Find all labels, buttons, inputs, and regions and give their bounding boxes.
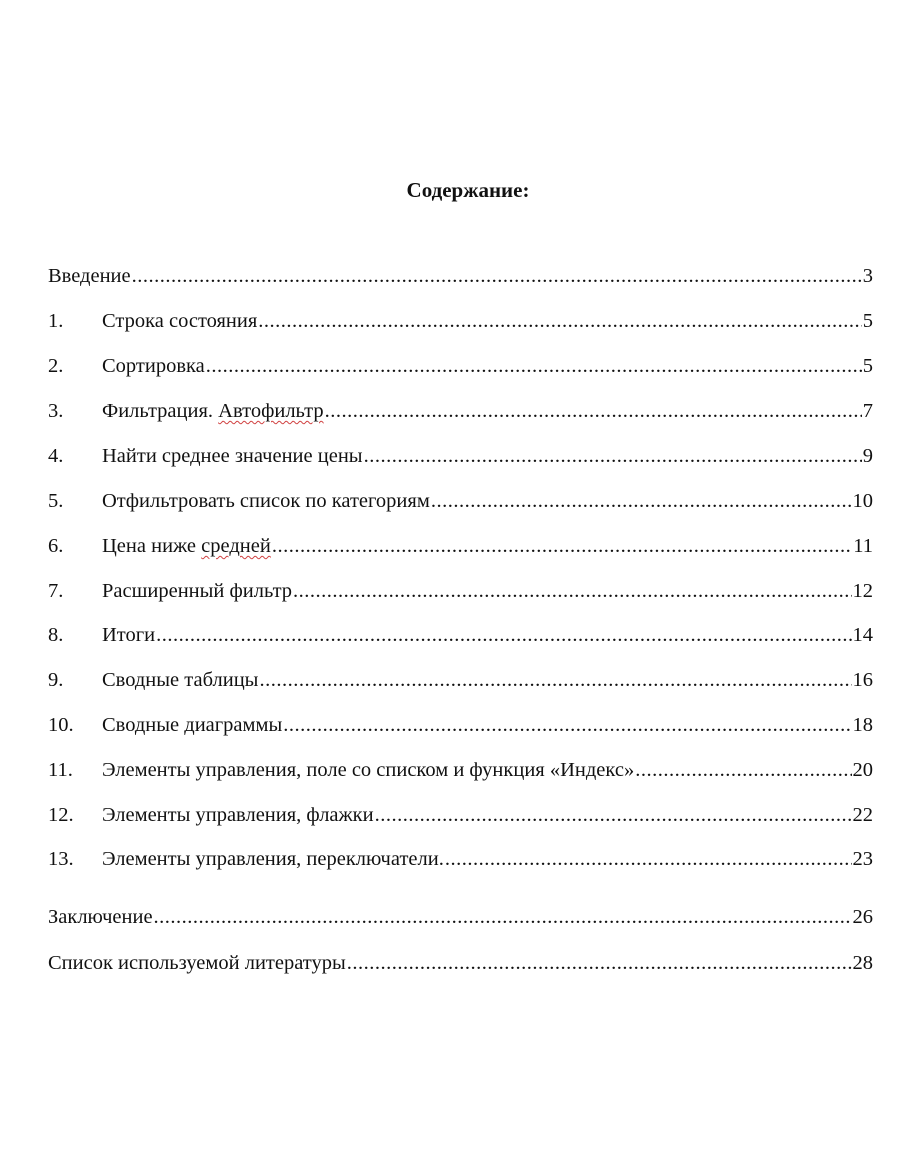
toc-entry-12 <box>48 800 873 830</box>
toc-entry-5 <box>48 486 873 516</box>
toc-entry-label-spellcheck: средней <box>201 535 271 557</box>
toc-entry-8 <box>48 620 873 650</box>
toc-leader-dots <box>283 710 851 740</box>
toc-leader-dots <box>206 351 862 381</box>
toc-entry-label: Сводные диаграммы <box>102 714 283 736</box>
toc-entry-page: 12 <box>852 580 873 602</box>
toc-entry-label: Заключение <box>48 906 153 928</box>
toc-entry-label: Отфильтровать список по категориям <box>102 490 430 512</box>
toc-entry-number: 5. <box>48 490 64 512</box>
toc-leader-dots <box>272 531 852 561</box>
toc-entry-number: 12. <box>48 804 74 826</box>
toc-entry-6 <box>48 531 873 561</box>
toc-leader-dots <box>347 948 852 978</box>
toc-leader-dots <box>431 486 852 516</box>
toc-entry-page: 7 <box>862 400 873 422</box>
toc-leader-dots <box>445 844 852 874</box>
toc-entry-number: 13. <box>48 848 74 870</box>
toc-entry-label-spellcheck: Автофильтр <box>218 400 324 422</box>
toc-entry-page: 20 <box>852 759 873 781</box>
toc-entry-4 <box>48 441 873 471</box>
toc-entry-page: 5 <box>862 310 873 332</box>
toc-entry-label: Введение <box>48 265 131 287</box>
toc-entry-number: 3. <box>48 400 64 422</box>
toc-leader-dots <box>258 306 861 336</box>
toc-entry-label: Строка состояния <box>102 310 258 332</box>
toc-entry-number: 11. <box>48 759 73 781</box>
toc-entry-introduction <box>48 261 873 291</box>
toc-entry-number: 1. <box>48 310 64 332</box>
toc-entry-10 <box>48 710 873 740</box>
toc-entry-page: 9 <box>862 445 873 467</box>
toc-entry-label-text: Фильтрация. <box>102 400 219 422</box>
toc-entry-label-text: Цена ниже <box>102 535 202 557</box>
toc-entry-9 <box>48 665 873 695</box>
toc-entry-label: Элементы управления, переключатели. <box>102 848 444 870</box>
toc-entry-label: Сортировка <box>102 355 205 377</box>
toc-entry-page: 3 <box>862 265 873 287</box>
toc-entry-page: 23 <box>852 848 873 870</box>
toc-entry-page: 16 <box>852 669 873 691</box>
toc-entry-page: 18 <box>852 714 873 736</box>
toc-leader-dots <box>259 665 851 695</box>
toc-entry-number: 7. <box>48 580 64 602</box>
toc-entry-label: Найти среднее значение цены <box>102 445 363 467</box>
toc-entry-13 <box>48 844 873 874</box>
toc-entry-3 <box>48 396 873 426</box>
toc-leader-dots <box>635 755 851 785</box>
toc-entry-label <box>102 396 324 426</box>
toc-entry-number: 6. <box>48 535 64 557</box>
toc-leader-dots <box>375 800 852 830</box>
toc-leader-dots <box>154 902 852 932</box>
toc-entry-label: Элементы управления, флажки <box>102 804 374 826</box>
toc-entry-page: 28 <box>852 952 873 974</box>
toc-entry-label: Сводные таблицы <box>102 669 259 691</box>
toc-entry-page: 11 <box>853 535 873 557</box>
toc-entry-page: 22 <box>852 804 873 826</box>
toc-entry-page: 14 <box>852 624 873 646</box>
toc-entry-conclusion <box>48 902 873 932</box>
toc-entry-number: 9. <box>48 669 64 691</box>
toc-entry-number: 8. <box>48 624 64 646</box>
toc-entry-7 <box>48 576 873 606</box>
toc-leader-dots <box>364 441 862 471</box>
toc-leader-dots <box>325 396 862 426</box>
toc-entry-label <box>102 531 271 561</box>
toc-entry-number: 4. <box>48 445 64 467</box>
toc-leader-dots <box>132 261 862 291</box>
toc-entry-label: Расширенный фильтр <box>102 580 293 602</box>
toc-entry-label: Итоги <box>102 624 156 646</box>
toc-entry-page: 26 <box>852 906 873 928</box>
toc-leader-dots <box>156 620 851 650</box>
toc-entry-page: 5 <box>862 355 873 377</box>
toc-entry-number: 10. <box>48 714 74 736</box>
toc-entry-references <box>48 948 873 978</box>
toc-entry-label: Список используемой литературы <box>48 952 346 974</box>
toc-entry-number: 2. <box>48 355 64 377</box>
toc-leader-dots <box>293 576 851 606</box>
toc-entry-11 <box>48 755 873 785</box>
toc-entry-label: Элементы управления, поле со списком и функция «Индекс» <box>102 759 635 781</box>
toc-entry-2 <box>48 351 873 381</box>
toc-entry-1 <box>48 306 873 336</box>
toc-title: Содержание: <box>406 178 530 202</box>
toc-entry-page: 10 <box>852 490 873 512</box>
